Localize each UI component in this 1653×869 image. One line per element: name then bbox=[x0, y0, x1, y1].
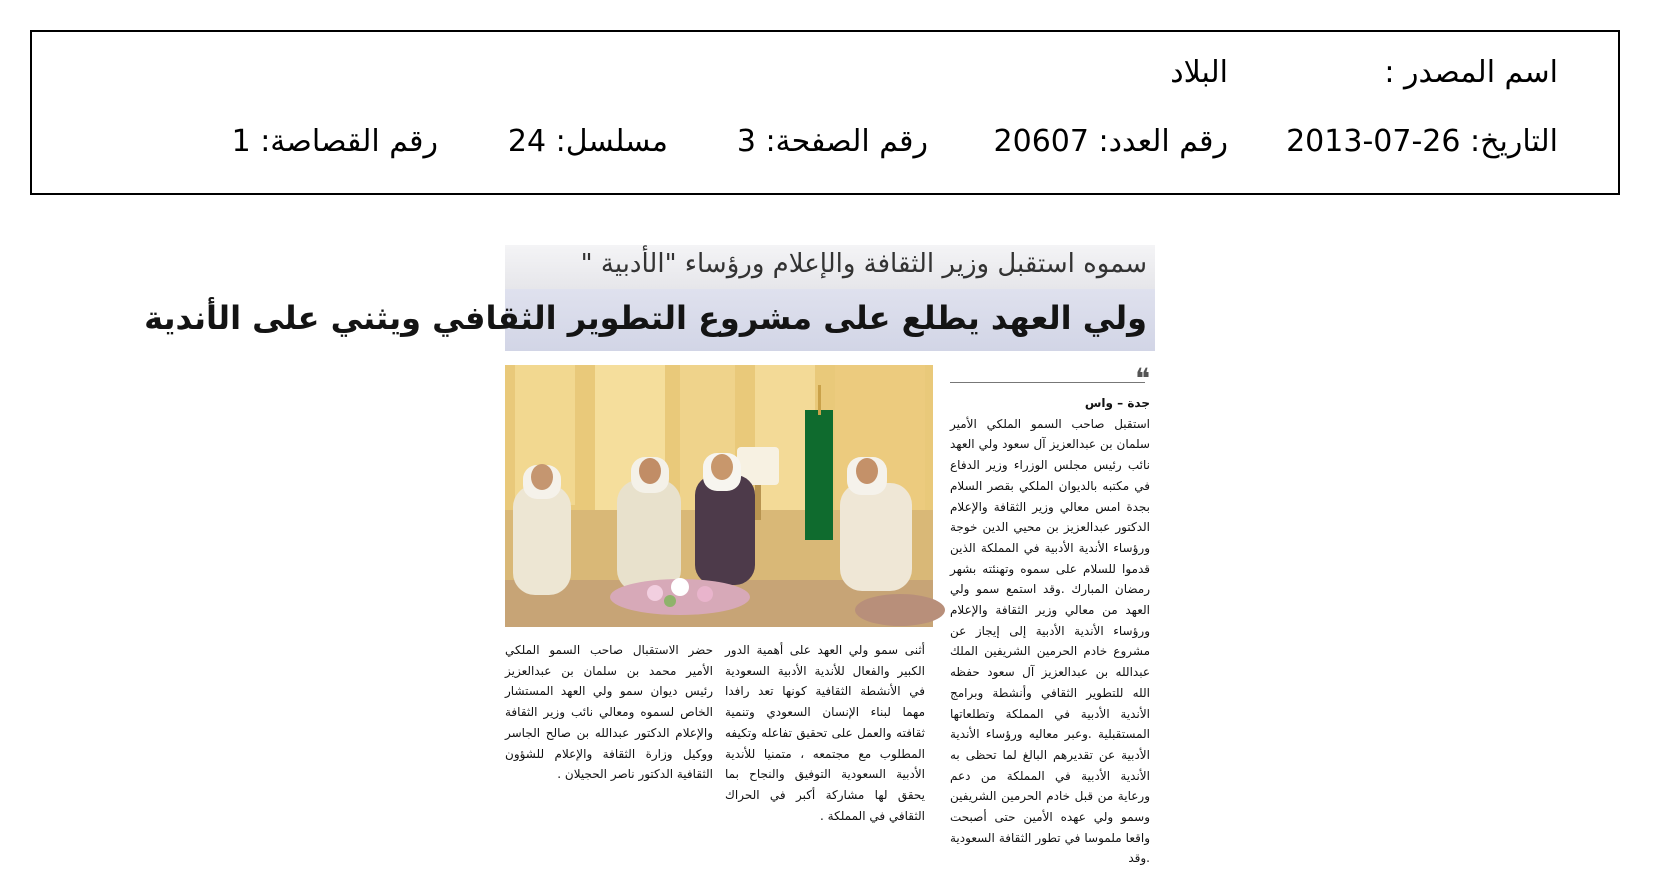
issue-number-field: رقم العدد: 20607 bbox=[993, 124, 1228, 159]
meeting-photo-illustration bbox=[505, 365, 933, 627]
kicker-band bbox=[505, 245, 1155, 289]
newspaper-clipping bbox=[144, 245, 1155, 866]
serial-number-field: مسلسل: 24 bbox=[507, 124, 668, 159]
date-field: التاريخ: 26-07-2013 bbox=[1286, 124, 1558, 159]
article-column-left: حضر الاستقبال صاحب السمو الملكي الأمير محمد بن سلمان بن عبدالعزيز رئيس ديوان سمو ولي العهد المستشار الخاص لسموه ومعالي نائب وزير الثقافة والإعلام الدكتور عبدالله بن صالح الجاسر ووكيل وزارة الثقافة والإعلام للشؤون الثقافية الدكتور ناصر الحجيلان . bbox=[505, 643, 713, 782]
page-number-field: رقم الصفحة: 3 bbox=[736, 124, 928, 159]
source-label: اسم المصدر : bbox=[1384, 55, 1558, 90]
article-byline: جدة – واس bbox=[1084, 396, 1150, 410]
clipping-number-field: رقم القصاصة: 1 bbox=[231, 124, 438, 159]
article-column-right bbox=[950, 393, 1150, 866]
news-photo bbox=[505, 365, 933, 627]
headline-band bbox=[144, 289, 1155, 351]
article-column-middle: أثنى سمو ولي العهد على أهمية الدور الكبير والفعال للأندية الأدبية السعودية في الأنشطة الثقافية كونها تعد رافدا مهما لبناء الإنسان السعودي وتنمية ثقافته والعمل على تحقيق تفاعله وتكيفه المطلوب مع مجتمعه ، متمنيا للأندية الأدبية السعودية التوفيق والنجاح بما يحقق لها مشاركة أكبر في الحراك الثقافي في المملكة . bbox=[725, 643, 925, 823]
clipping-info-box bbox=[30, 30, 1620, 195]
article-headline: ولي العهد يطلع على مشروع التطوير الثقافي ويثني على الأندية bbox=[144, 299, 1147, 337]
quote-mark-icon: ❝ bbox=[1135, 362, 1151, 395]
article-body-right: استقبل صاحب السمو الملكي الأمير سلمان بن عبدالعزيز آل سعود ولي العهد نائب رئيس مجلس الوزراء وزير الدفاع في مكتبه بالديوان الملكي بقصر السلام بجدة امس معالي وزير الثقافة والإعلام الدكتور عبدالعزيز بن محيي الدين خوجة ورؤساء الأندية الأدبية في المملكة الذين قدموا للسلام على سموه وتهنئته بشهر رمضان المبارك .وقد استمع سمو ولي العهد من معالي وزير الثقافة والإعلام ورؤساء الأندية الأدبية إلى إيجاز عن مشروع خادم الحرمين الشريفين الملك عبدالله بن عبدالعزيز آل سعود حفظه الله للتطوير الثقافي وأنشطة وبرامج الأندية الأدبية في المملكة وتطلعاتها المستقبلية .وعبر معاليه ورؤساء الأندية الأدبية عن تقديرهم البالغ لما تحظى به الأندية الأدبية في المملكة من دعم ورعاية من قبل خادم الحرمين الشريفين وسمو ولي عهده الأمين حتى أصبحت واقعا ملموسا في تطور الثقافة السعودية .وقد bbox=[950, 416, 1150, 866]
source-value: البلاد bbox=[1170, 55, 1228, 90]
quote-rule bbox=[950, 382, 1145, 383]
article-kicker: سموه استقبل وزير الثقافة والإعلام ورؤساء "الأدبية " bbox=[580, 249, 1147, 279]
